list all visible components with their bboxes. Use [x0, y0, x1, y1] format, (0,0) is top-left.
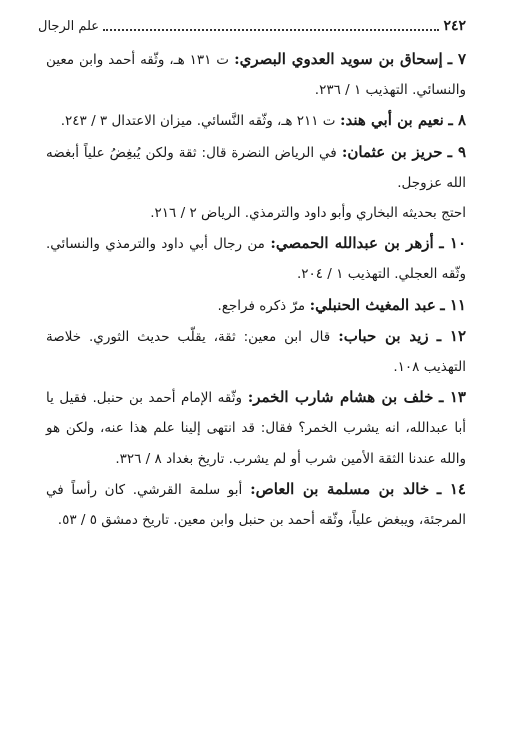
narrator-name: أزهر بن عبدالله الحمصي: [270, 234, 434, 253]
entry-text: ت ٢١١ هـ، وثّقه النَّسائي. ميزان الاعتدال ٣ / ٢٤٣. [60, 113, 336, 130]
entry-8 [46, 105, 466, 136]
entry-text: في الرياض النضرة قال: ثقة ولكن يُبغِضُ علياً أبغضه الله عزوجل. [46, 144, 466, 191]
entry-14 [46, 474, 466, 535]
entry-text: من رجال أبي داود والترمذي والنسائي. وثّقه العجلي. التهذيب ١ / ٢٠٤. [46, 236, 466, 283]
entry-number: ٨ ـ [448, 111, 466, 130]
page-content [46, 44, 466, 535]
entry-9-note: احتج بحديثه البخاري وأبو داود والترمذي. الرياض ٢ / ٢١٦. [150, 205, 466, 222]
entry-number: ١٠ ـ [439, 234, 467, 253]
entry-number: ٩ ـ [447, 142, 467, 161]
entry-9 [46, 137, 466, 198]
entry-number: ٧ ـ [447, 50, 466, 68]
narrator-name: عبد المغيث الحنبلي: [309, 295, 436, 314]
entry-text: مرّ ذكره فراجع. [217, 297, 306, 314]
narrator-name: نعيم بن أبي هند: [339, 111, 444, 130]
narrator-name: زيد بن حباب: [338, 326, 429, 345]
narrator-name: حريز بن عثمان: [341, 142, 443, 161]
narrator-name: خالد بن مسلمة بن العاص: [250, 479, 430, 498]
narrator-name: خلف بن هشام شارب الخمر: [247, 388, 434, 407]
entry-13 [46, 382, 466, 474]
running-title: علم الرجال [38, 18, 100, 34]
entry-number: ١١ ـ [440, 295, 466, 314]
page-number: ٢٤٢ [443, 18, 466, 34]
entry-text: ت ١٣١ هـ، وثّقه أحمد وابن معين والنسائي. التهذيب ١ / ٢٣٦. [46, 52, 466, 99]
entry-text: وثّقه الإمام أحمد بن حنبل. فقيل يا أبا عبدالله، انه يشرب الخمر؟ فقال: قد انتهى إلينا علم هذا عنه، ولكن هو والله عندنا الثقة الأمين شرب أو لم يشرب. تاريخ بغداد ٨ / ٣٢٦. [46, 390, 466, 467]
entry-10 [46, 228, 466, 289]
entry-text: أبو سلمة القرشي. كان رأساً في المرجئة، ويبغض علياً، وثّقه أحمد بن حنبل وابن معين. تاريخ دمشق ٥ / ٥٣. [46, 481, 466, 529]
entry-number: ١٢ ـ [436, 326, 467, 345]
entry-12 [46, 321, 466, 382]
entry-number: ١٤ ـ [436, 479, 466, 498]
entry-number: ١٣ ـ [439, 388, 466, 407]
header-dotted-leader [103, 28, 439, 31]
entry-11 [46, 290, 466, 321]
entry-7 [46, 44, 466, 105]
entry-text: قال ابن معين: ثقة، يقلّب حديث الثوري. خلاصة التهذيب ١٠٨. [46, 328, 466, 376]
narrator-name: إسحاق بن سويد العدوي البصري: [234, 50, 443, 68]
page-header [38, 14, 466, 38]
